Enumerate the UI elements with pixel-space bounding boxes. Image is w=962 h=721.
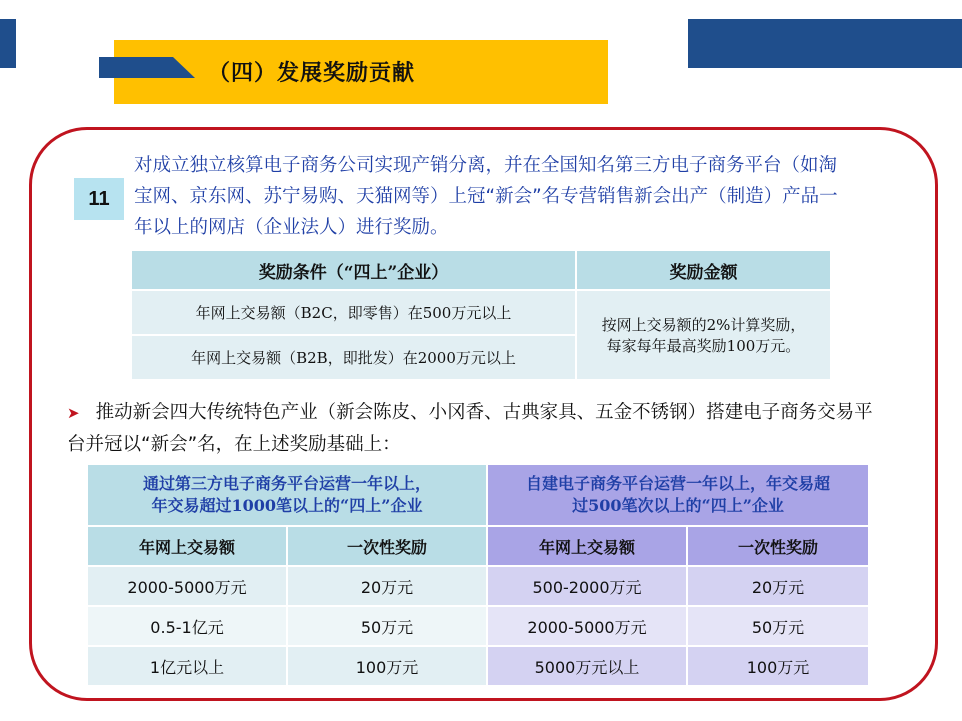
- group-a-line: 通过第三方电子商务平台运营一年以上，: [142, 474, 431, 493]
- column-header: 年网上交易额: [487, 526, 687, 566]
- table-cell: 100万元: [287, 646, 487, 686]
- group-a-line: 年交易超过1000笔以上的“四上”企业: [151, 496, 423, 515]
- table-cell: 5000万元以上: [487, 646, 687, 686]
- group-b-header: [487, 464, 869, 526]
- table-cell: 1亿元以上: [87, 646, 287, 686]
- amount-cell: [576, 290, 831, 380]
- table-cell: 20万元: [687, 566, 869, 606]
- title-tab-shape: [99, 57, 195, 78]
- table-row: [87, 646, 869, 686]
- amount-header: 奖励金额: [576, 250, 831, 290]
- reward-table: [130, 249, 832, 381]
- amount-line: 每家每年最高奖励100万元。: [606, 337, 801, 355]
- condition-header: 奖励条件（“四上”企业）: [131, 250, 576, 290]
- group-b-line: 过500笔次以上的“四上”企业: [572, 496, 784, 515]
- table-cell: 2000-5000万元: [87, 566, 287, 606]
- group-a-header: [87, 464, 487, 526]
- table-row: [87, 606, 869, 646]
- bullet-text: 推动新会四大传统特色产业（新会陈皮、小冈香、古典家具、五金不锈钢）搭建电子商务交易平台并冠以“新会”名，在上述奖励基础上：: [67, 402, 873, 455]
- one-time-reward-table: [86, 463, 870, 687]
- table-row: [87, 566, 869, 606]
- table-cell: 20万元: [287, 566, 487, 606]
- table-cell: 50万元: [287, 606, 487, 646]
- group-b-line: 自建电子商务平台运营一年以上，年交易超: [525, 474, 830, 493]
- table-cell: 100万元: [687, 646, 869, 686]
- amount-line: 按网上交易额的2%计算奖励，: [601, 316, 806, 334]
- table-row: [131, 290, 831, 335]
- reward-table-header-row: [131, 250, 831, 290]
- column-header: 一次性奖励: [687, 526, 869, 566]
- group-header-row: [87, 464, 869, 526]
- slide-title: （四）发展奖励贡献: [208, 61, 416, 86]
- policy-paragraph: 对成立独立核算电子商务公司实现产销分离，并在全国知名第三方电子商务平台（如淘宝网、京东网、苏宁易购、天猫网等）上冠“新会”名专营销售新会出产（制造）产品一年以上的网店（企业法人）进行奖励。: [134, 155, 838, 238]
- table-cell: 0.5-1亿元: [87, 606, 287, 646]
- arrow-bullet-icon: ➤: [67, 404, 80, 422]
- table-cell: 50万元: [687, 606, 869, 646]
- condition-cell: 年网上交易额（B2B，即批发）在2000万元以上: [131, 335, 576, 380]
- condition-cell: 年网上交易额（B2C，即零售）在500万元以上: [131, 290, 576, 335]
- table-cell: 2000-5000万元: [487, 606, 687, 646]
- item-number-badge: 11: [74, 178, 124, 220]
- column-header: 年网上交易额: [87, 526, 287, 566]
- right-header-bar: [688, 19, 962, 68]
- bullet-paragraph: [67, 397, 887, 460]
- table-cell: 500-2000万元: [487, 566, 687, 606]
- left-header-bar: [0, 19, 16, 68]
- column-header-row: [87, 526, 869, 566]
- column-header: 一次性奖励: [287, 526, 487, 566]
